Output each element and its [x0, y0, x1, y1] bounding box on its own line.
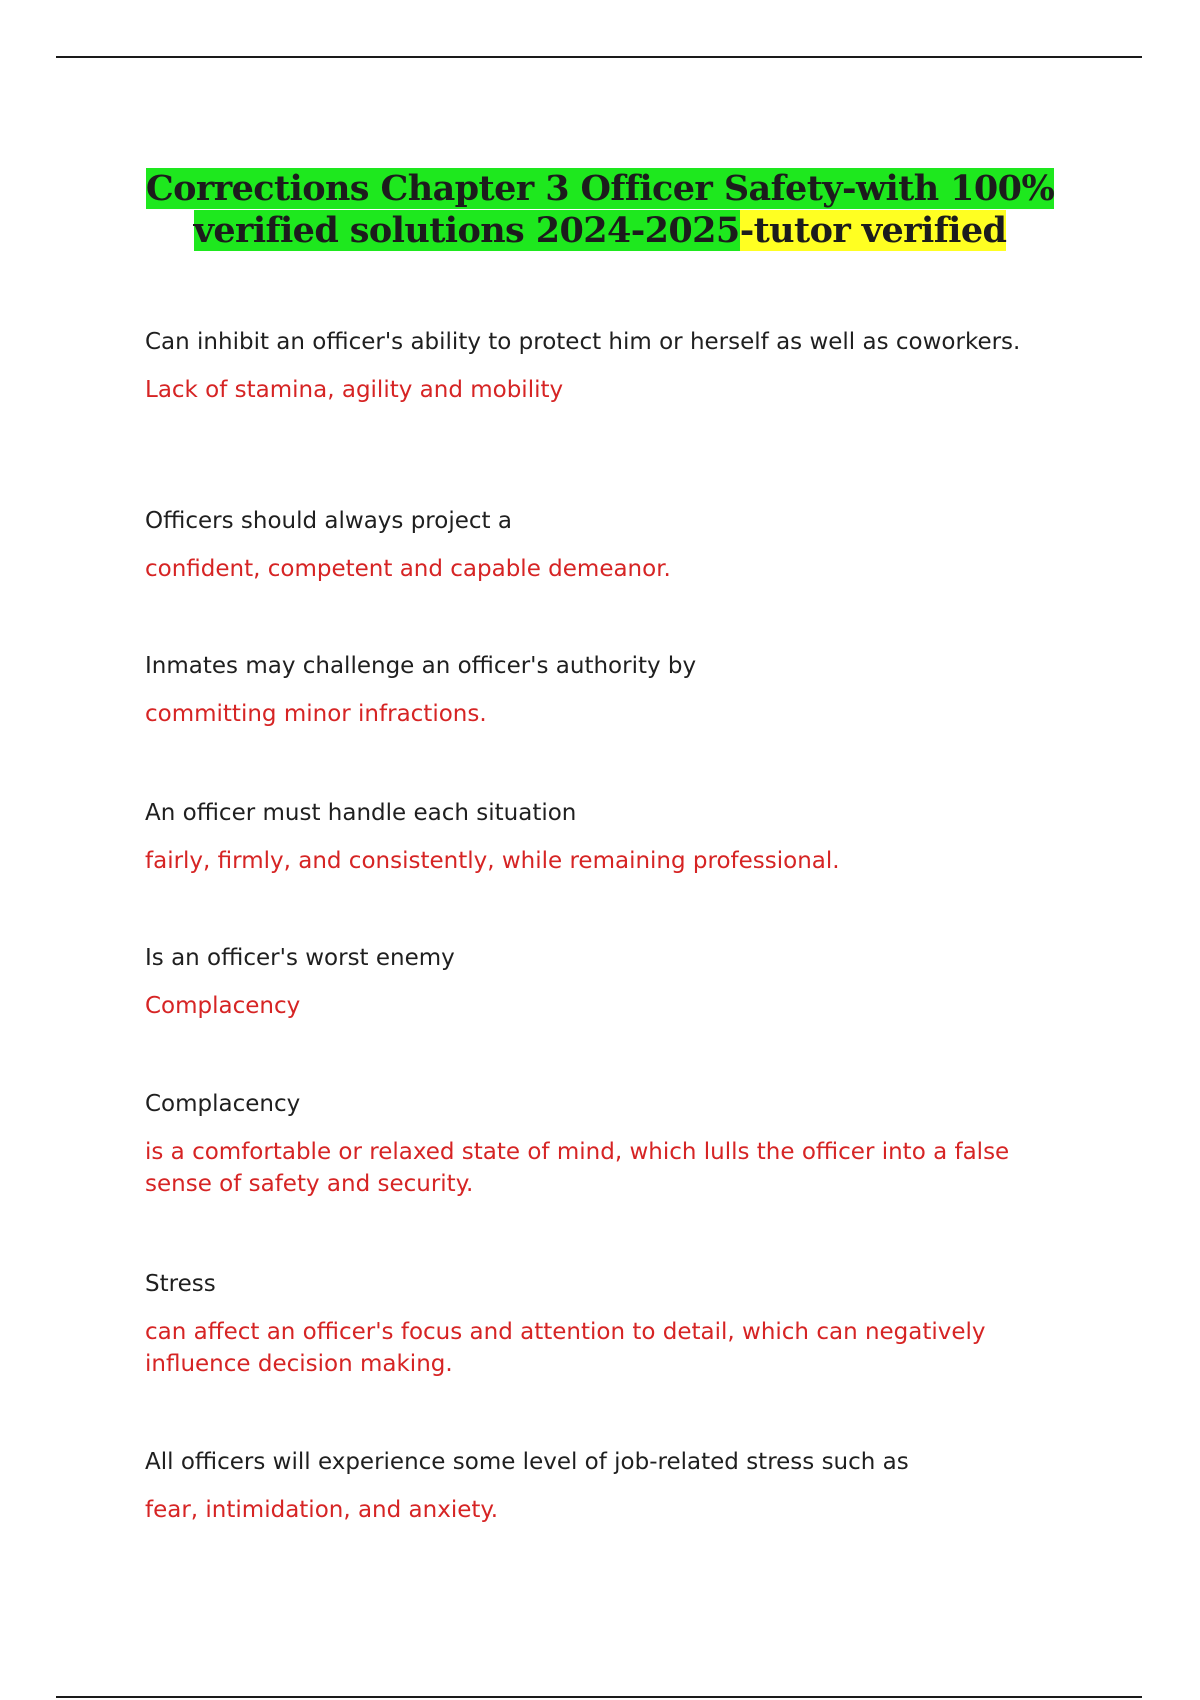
question-text: Officers should always project a — [145, 508, 512, 534]
qa-item — [145, 797, 1075, 877]
answer-text: fairly, firmly, and consistently, while remaining professional. — [145, 848, 840, 874]
qa-item — [145, 505, 1075, 585]
answer-text: committing minor infractions. — [145, 701, 487, 727]
qa-item — [145, 326, 1075, 406]
question-text: Is an officer's worst enemy — [145, 945, 455, 971]
qa-item — [145, 1446, 1075, 1526]
question-text: Complacency — [145, 1091, 301, 1117]
answer-text: confident, competent and capable demeanor. — [145, 556, 671, 582]
bottom-rule — [56, 1696, 1142, 1698]
question-text: Stress — [145, 1271, 216, 1297]
qa-item — [145, 942, 1075, 1022]
top-rule — [56, 56, 1142, 58]
qa-item — [145, 1088, 1075, 1200]
answer-text: is a comfortable or relaxed state of mind, which lulls the officer into a false sense of safety and security. — [145, 1139, 1010, 1197]
question-text: Inmates may challenge an officer's authority by — [145, 653, 697, 679]
answer-text: fear, intimidation, and anxiety. — [145, 1497, 499, 1523]
question-text: An officer must handle each situation — [145, 800, 577, 826]
title-highlight-green: Corrections Chapter 3 Officer Safety-with 100% verified solutions 2024-2025 — [145, 168, 1055, 252]
answer-text: Complacency — [145, 993, 301, 1019]
title-highlight-yellow: -tutor verified — [739, 210, 1007, 252]
question-text: Can inhibit an officer's ability to protect him or herself as well as coworkers. — [145, 329, 1021, 355]
question-text: All officers will experience some level of job-related stress such as — [145, 1449, 909, 1475]
answer-text: Lack of stamina, agility and mobility — [145, 377, 564, 403]
document-title — [100, 168, 1100, 252]
qa-item — [145, 650, 1075, 730]
qa-item — [145, 1268, 1075, 1380]
answer-text: can affect an officer's focus and attention to detail, which can negatively influence decision making. — [145, 1319, 986, 1377]
